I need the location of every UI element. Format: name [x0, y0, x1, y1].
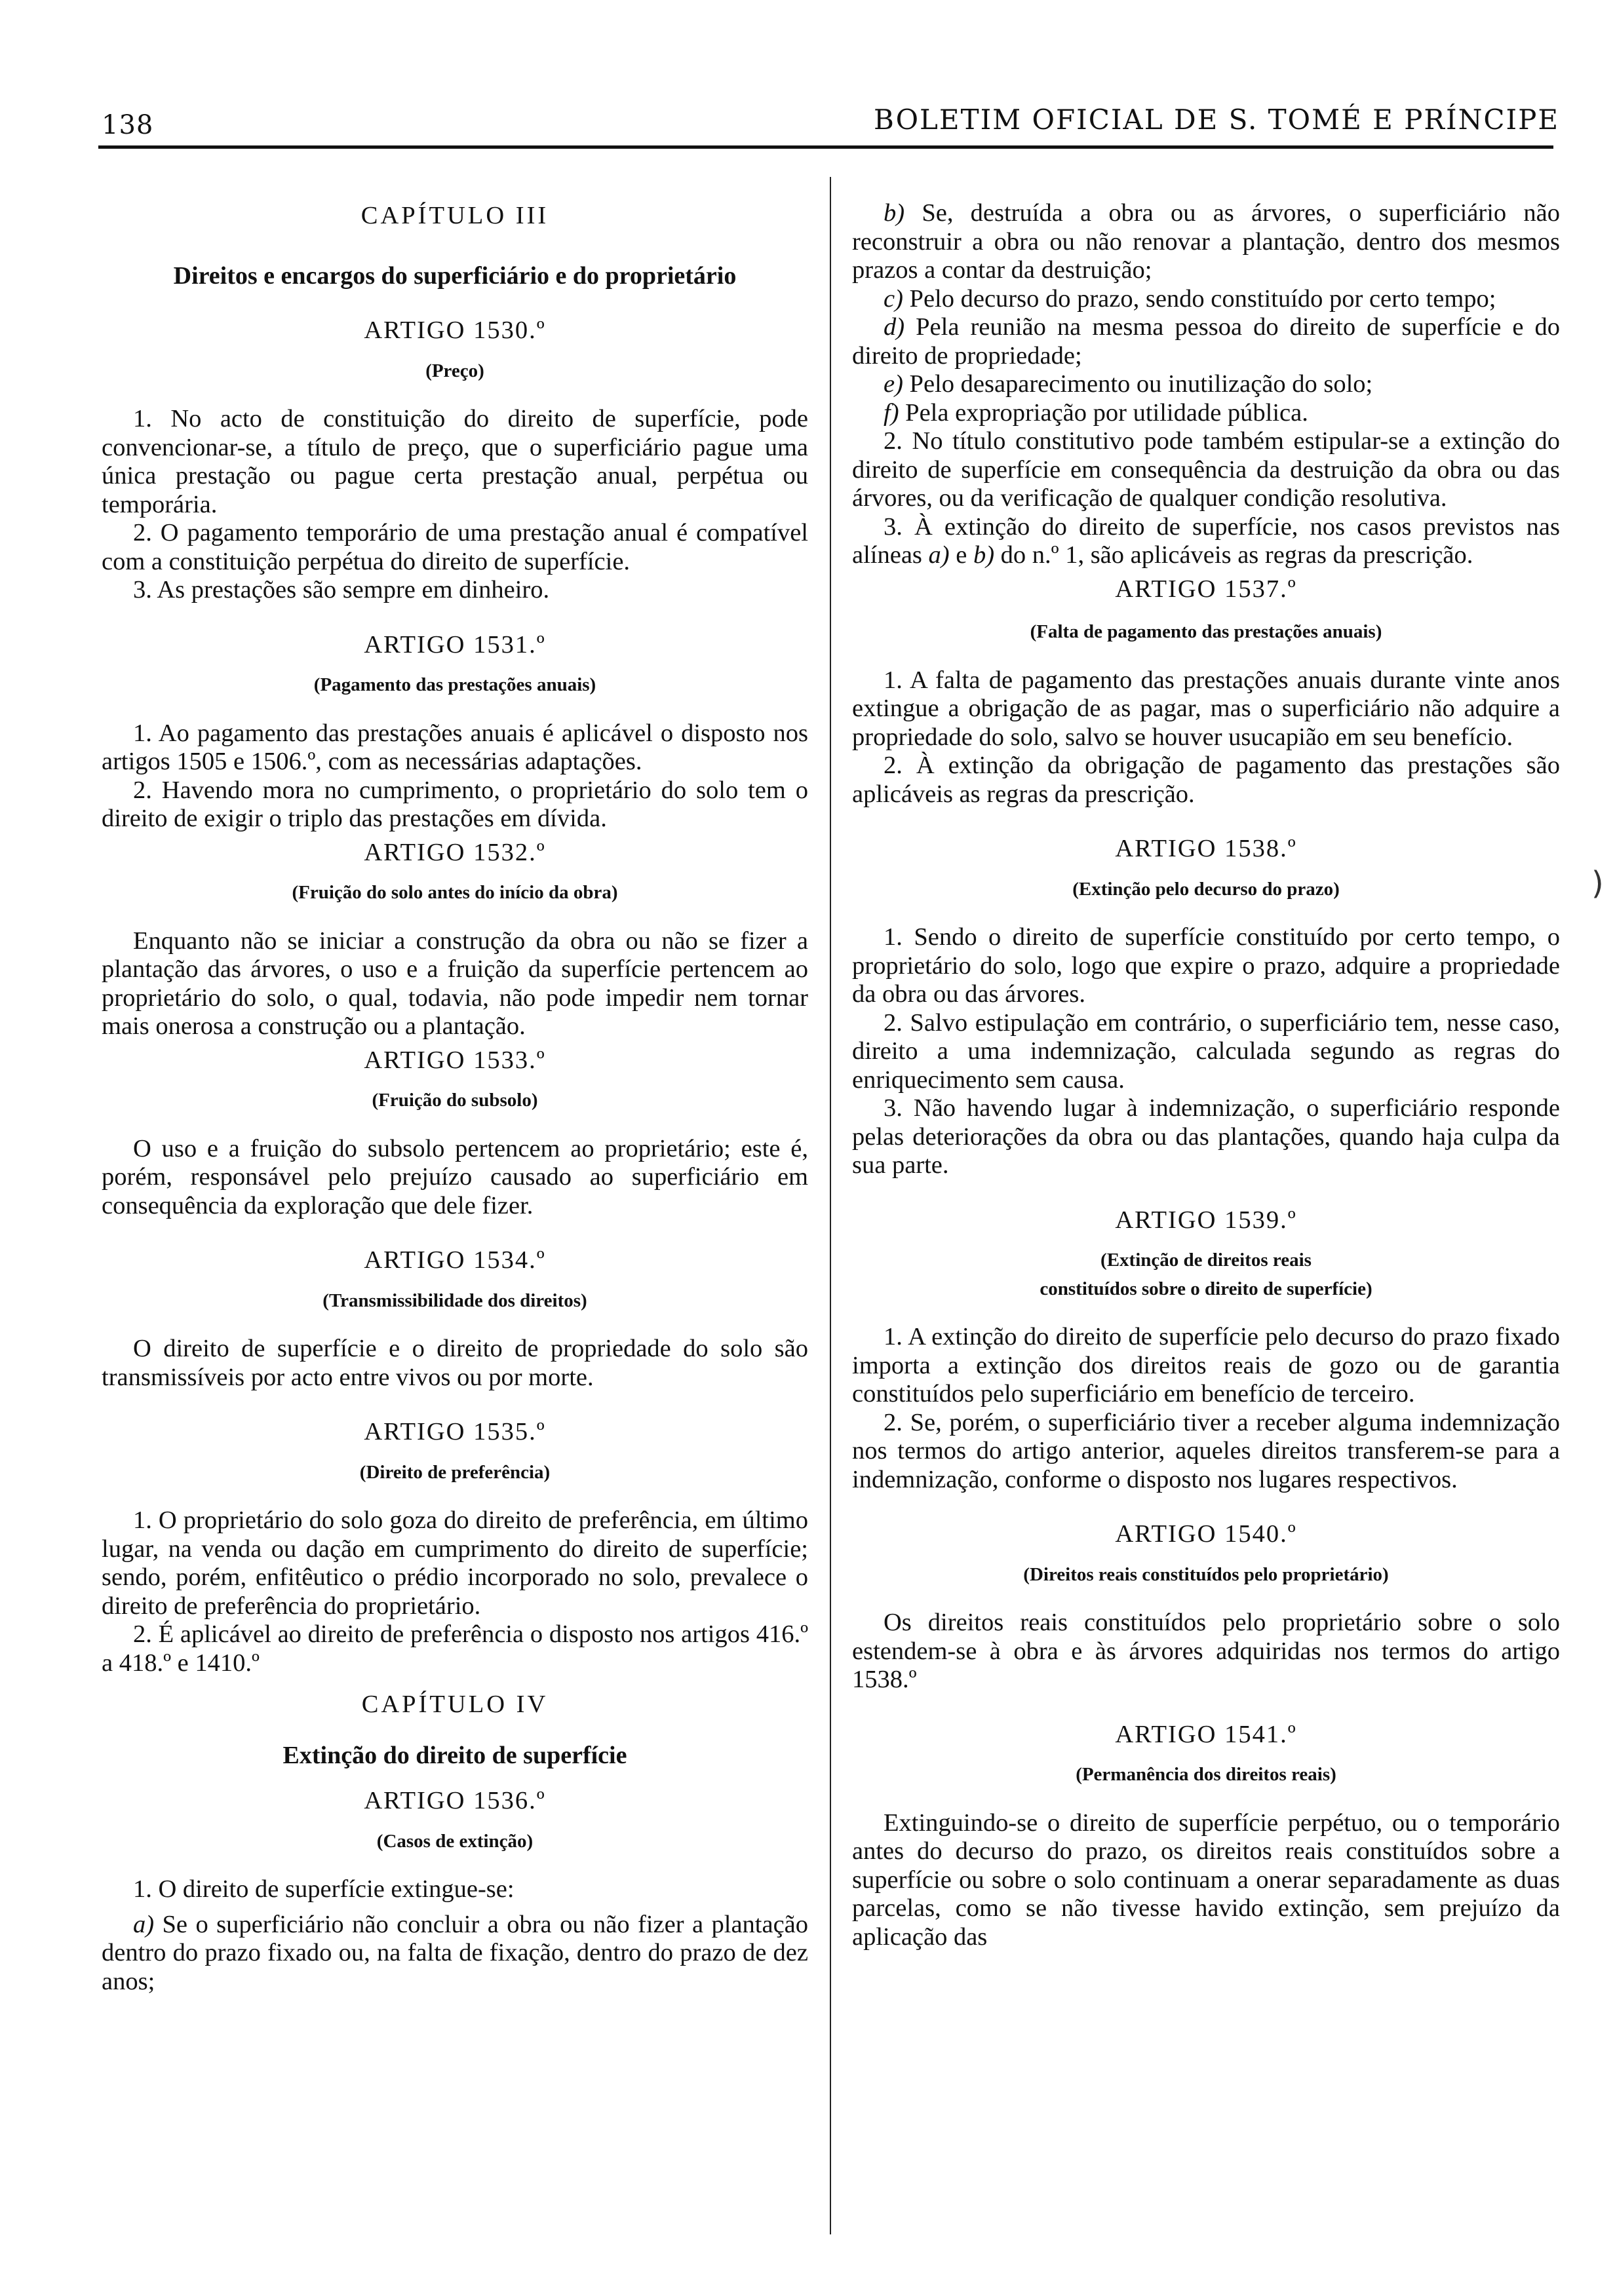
article-heading: ARTIGO 1541.º: [1115, 1720, 1297, 1748]
paragraph: 1. No acto de constituição do direito de superfície, pode convencionar-se, a título de preço, que o superficiário pague uma única prestação ou pague certa prestação anual, perpétua ou temporária.: [102, 405, 808, 518]
article-subtitle: (Pagamento das prestações anuais): [313, 674, 596, 695]
article-heading: ARTIGO 1534.º: [364, 1246, 546, 1274]
right-column: [852, 176, 1560, 1951]
chapter-heading: CAPÍTULO IV: [361, 1691, 549, 1718]
margin-mark: ): [1591, 865, 1604, 902]
left-column: [102, 176, 808, 1996]
list-item: [852, 285, 1560, 314]
paragraph: 3. As prestações são sempre em dinheiro.: [133, 576, 550, 603]
article-subtitle: (Falta de pagamento das prestações anuais): [1030, 621, 1382, 642]
paragraph: 2. É aplicável ao direito de preferência o disposto nos artigos 416.º a 418.º e 1410.º: [102, 1620, 808, 1677]
article-heading: ARTIGO 1533.º: [364, 1046, 546, 1074]
article-heading: ARTIGO 1531.º: [364, 630, 546, 659]
paragraph: 3. Não havendo lugar à indemnização, o superficiário responde pelas deteriorações da obra ou das plantações, quando haja culpa da sua parte.: [852, 1094, 1560, 1179]
list-item: [852, 370, 1560, 399]
paragraph: 2. Salvo estipulação em contrário, o superficiário tem, nesse caso, direito a uma indemnização, calculada segundo as regras do enriquecimento sem causa.: [852, 1008, 1560, 1094]
list-label: a): [133, 1910, 155, 1938]
article-subtitle: (Transmissibilidade dos direitos): [322, 1290, 587, 1311]
list-label: f): [884, 398, 899, 427]
article-subtitle: (Permanência dos direitos reais): [1076, 1764, 1336, 1785]
article-heading: ARTIGO 1537.º: [1115, 575, 1297, 603]
article-heading: ARTIGO 1539.º: [1115, 1206, 1297, 1234]
list-label: e): [884, 370, 903, 398]
paragraph-text: do n.º 1, são aplicáveis as regras da prescrição.: [1000, 541, 1473, 569]
paragraph: [852, 513, 1560, 570]
article-heading: ARTIGO 1536.º: [364, 1787, 546, 1814]
paragraph: Extinguindo-se o direito de superfície perpétuo, ou o temporário antes do decurso do prazo, os direitos reais constituídos sobre a superfície ou sobre o solo continuam a onerar separadamente as duas parcelas, como se não tivesse havido extinção, sem prejuízo da aplicação das: [852, 1808, 1560, 1951]
paragraph: 2. À extinção da obrigação de pagamento das prestações são aplicáveis as regras da prescrição.: [852, 752, 1560, 808]
article-subtitle: (Fruição do solo antes do início da obra): [292, 882, 618, 903]
article-subtitle: (Fruição do subsolo): [372, 1090, 538, 1111]
header-rule: [98, 145, 1553, 149]
list-text: Pelo decurso do prazo, sendo constituído por certo tempo;: [909, 284, 1496, 313]
paragraph-text: 3. À extinção do direito de superfície, nos casos previstos nas alíneas: [852, 512, 1560, 569]
article-subtitle: constituídos sobre o direito de superfície): [1040, 1278, 1372, 1299]
list-label: c): [884, 284, 903, 313]
paragraph: 1. O proprietário do solo goza do direito de preferência, em último lugar, na venda ou dação em cumprimento do direito de superfície; sendo, porém, enfitêutico o prédio incorporado no solo, prevalece o direito de preferência do proprietário.: [102, 1506, 808, 1620]
paragraph: O direito de superfície e o direito de propriedade do solo são transmissíveis por acto entre vivos ou por morte.: [102, 1335, 808, 1391]
paragraph: 1. A extinção do direito de superfície pelo decurso do prazo fixado importa a extinção dos direitos reais de gozo ou de garantia constituídos pelo superficiário em benefício de terceiro.: [852, 1323, 1560, 1407]
column-divider: [830, 177, 831, 2234]
list-item: [852, 313, 1560, 370]
list-item: [852, 399, 1560, 428]
article-subtitle: (Preço): [425, 360, 484, 381]
article-subtitle: (Extinção de direitos reais: [1100, 1250, 1312, 1271]
list-label: a): [928, 541, 950, 569]
article-heading: ARTIGO 1532.º: [364, 838, 546, 866]
page-number: 138: [102, 110, 154, 140]
paragraph: 2. Havendo mora no cumprimento, o proprietário do solo tem o direito de exigir o triplo das prestações em dívida.: [102, 776, 808, 832]
paragraph: 1. Ao pagamento das prestações anuais é aplicável o disposto nos artigos 1505 e 1506.º, com as necessárias adaptações.: [102, 719, 808, 775]
article-heading: ARTIGO 1538.º: [1115, 835, 1297, 862]
paragraph: Enquanto não se iniciar a construção da obra ou não se fizer a plantação das árvores, o uso e a fruição da superfície pertencem ao proprietário do solo, o qual, todavia, não pode impedir nem tornar mais onerosa a construção ou a plantação.: [102, 927, 808, 1040]
paragraph-text: e: [956, 541, 967, 569]
paragraph: 1. Sendo o direito de superfície constituído por certo tempo, o proprietário do solo, logo que expire o prazo, adquire a propriedade da obra ou das árvores.: [852, 923, 1560, 1008]
paragraph: Os direitos reais constituídos pelo proprietário sobre o solo estendem-se à obra e às árvores adquiridas nos termos do artigo 1538.º: [852, 1609, 1560, 1693]
chapter-heading: CAPÍTULO III: [360, 202, 549, 229]
chapter-title: Extinção do direito de superfície: [282, 1741, 627, 1769]
article-heading: ARTIGO 1535.º: [364, 1418, 546, 1445]
article-subtitle: (Direitos reais constituídos pelo proprietário): [1023, 1563, 1389, 1585]
paragraph: 2. O pagamento temporário de uma prestação anual é compatível com a constituição perpétua do direito de superfície.: [102, 519, 808, 575]
list-text: Se, destruída a obra ou as árvores, o superficiário não reconstruir a obra ou não renovar a plantação, dentro dos mesmos prazos a contar da destruição;: [852, 199, 1560, 284]
paragraph: 1. O direito de superfície extingue-se:: [133, 1875, 515, 1903]
article-heading: ARTIGO 1540.º: [1115, 1520, 1297, 1548]
paragraph: O uso e a fruição do subsolo pertencem ao proprietário; este é, porém, responsável pelo prejuízo causado ao superficiário em consequência da exploração que dele fizer.: [102, 1134, 808, 1219]
running-title: BOLETIM OFICIAL DE S. TOMÉ E PRÍNCIPE: [873, 104, 1559, 136]
chapter-title: Direitos e encargos do superficiário e do proprietário: [173, 261, 737, 290]
list-text: Pelo desaparecimento ou inutilização do solo;: [909, 370, 1373, 398]
list-text: Pela expropriação por utilidade pública.: [905, 398, 1308, 427]
paragraph: 2. No título constitutivo pode também estipular-se a extinção do direito de superfície em consequência da destruição da obra ou das árvores, ou da verificação de qualquer condição resolutiva.: [852, 427, 1560, 512]
list-text: Se o superficiário não concluir a obra ou não fizer a plantação dentro do prazo fixado ou, na falta de fixação, dentro do prazo de dez anos;: [102, 1910, 808, 1995]
article-subtitle: (Casos de extinção): [376, 1830, 534, 1852]
list-item: [852, 199, 1560, 285]
list-text: Pela reunião na mesma pessoa do direito de superfície e do direito de propriedade;: [852, 313, 1561, 370]
list-label: d): [884, 313, 905, 341]
list-label: b): [884, 199, 905, 227]
article-subtitle: (Extinção pelo decurso do prazo): [1072, 878, 1340, 900]
list-item: [102, 1911, 808, 1997]
article-subtitle: (Direito de preferência): [359, 1461, 551, 1483]
article-heading: ARTIGO 1530.º: [364, 316, 546, 344]
paragraph: 2. Se, porém, o superficiário tiver a receber alguma indemnização nos termos do artigo anterior, aqueles direitos transferem-se para a indemnização, conforme o disposto nos lugares respectivos.: [852, 1408, 1560, 1493]
list-label: b): [973, 541, 995, 569]
paragraph: 1. A falta de pagamento das prestações anuais durante vinte anos extingue a obrigação de as pagar, mas o superficiário não adquire a propriedade do solo, salvo se houver usucapião em seu benefício.: [852, 666, 1560, 751]
